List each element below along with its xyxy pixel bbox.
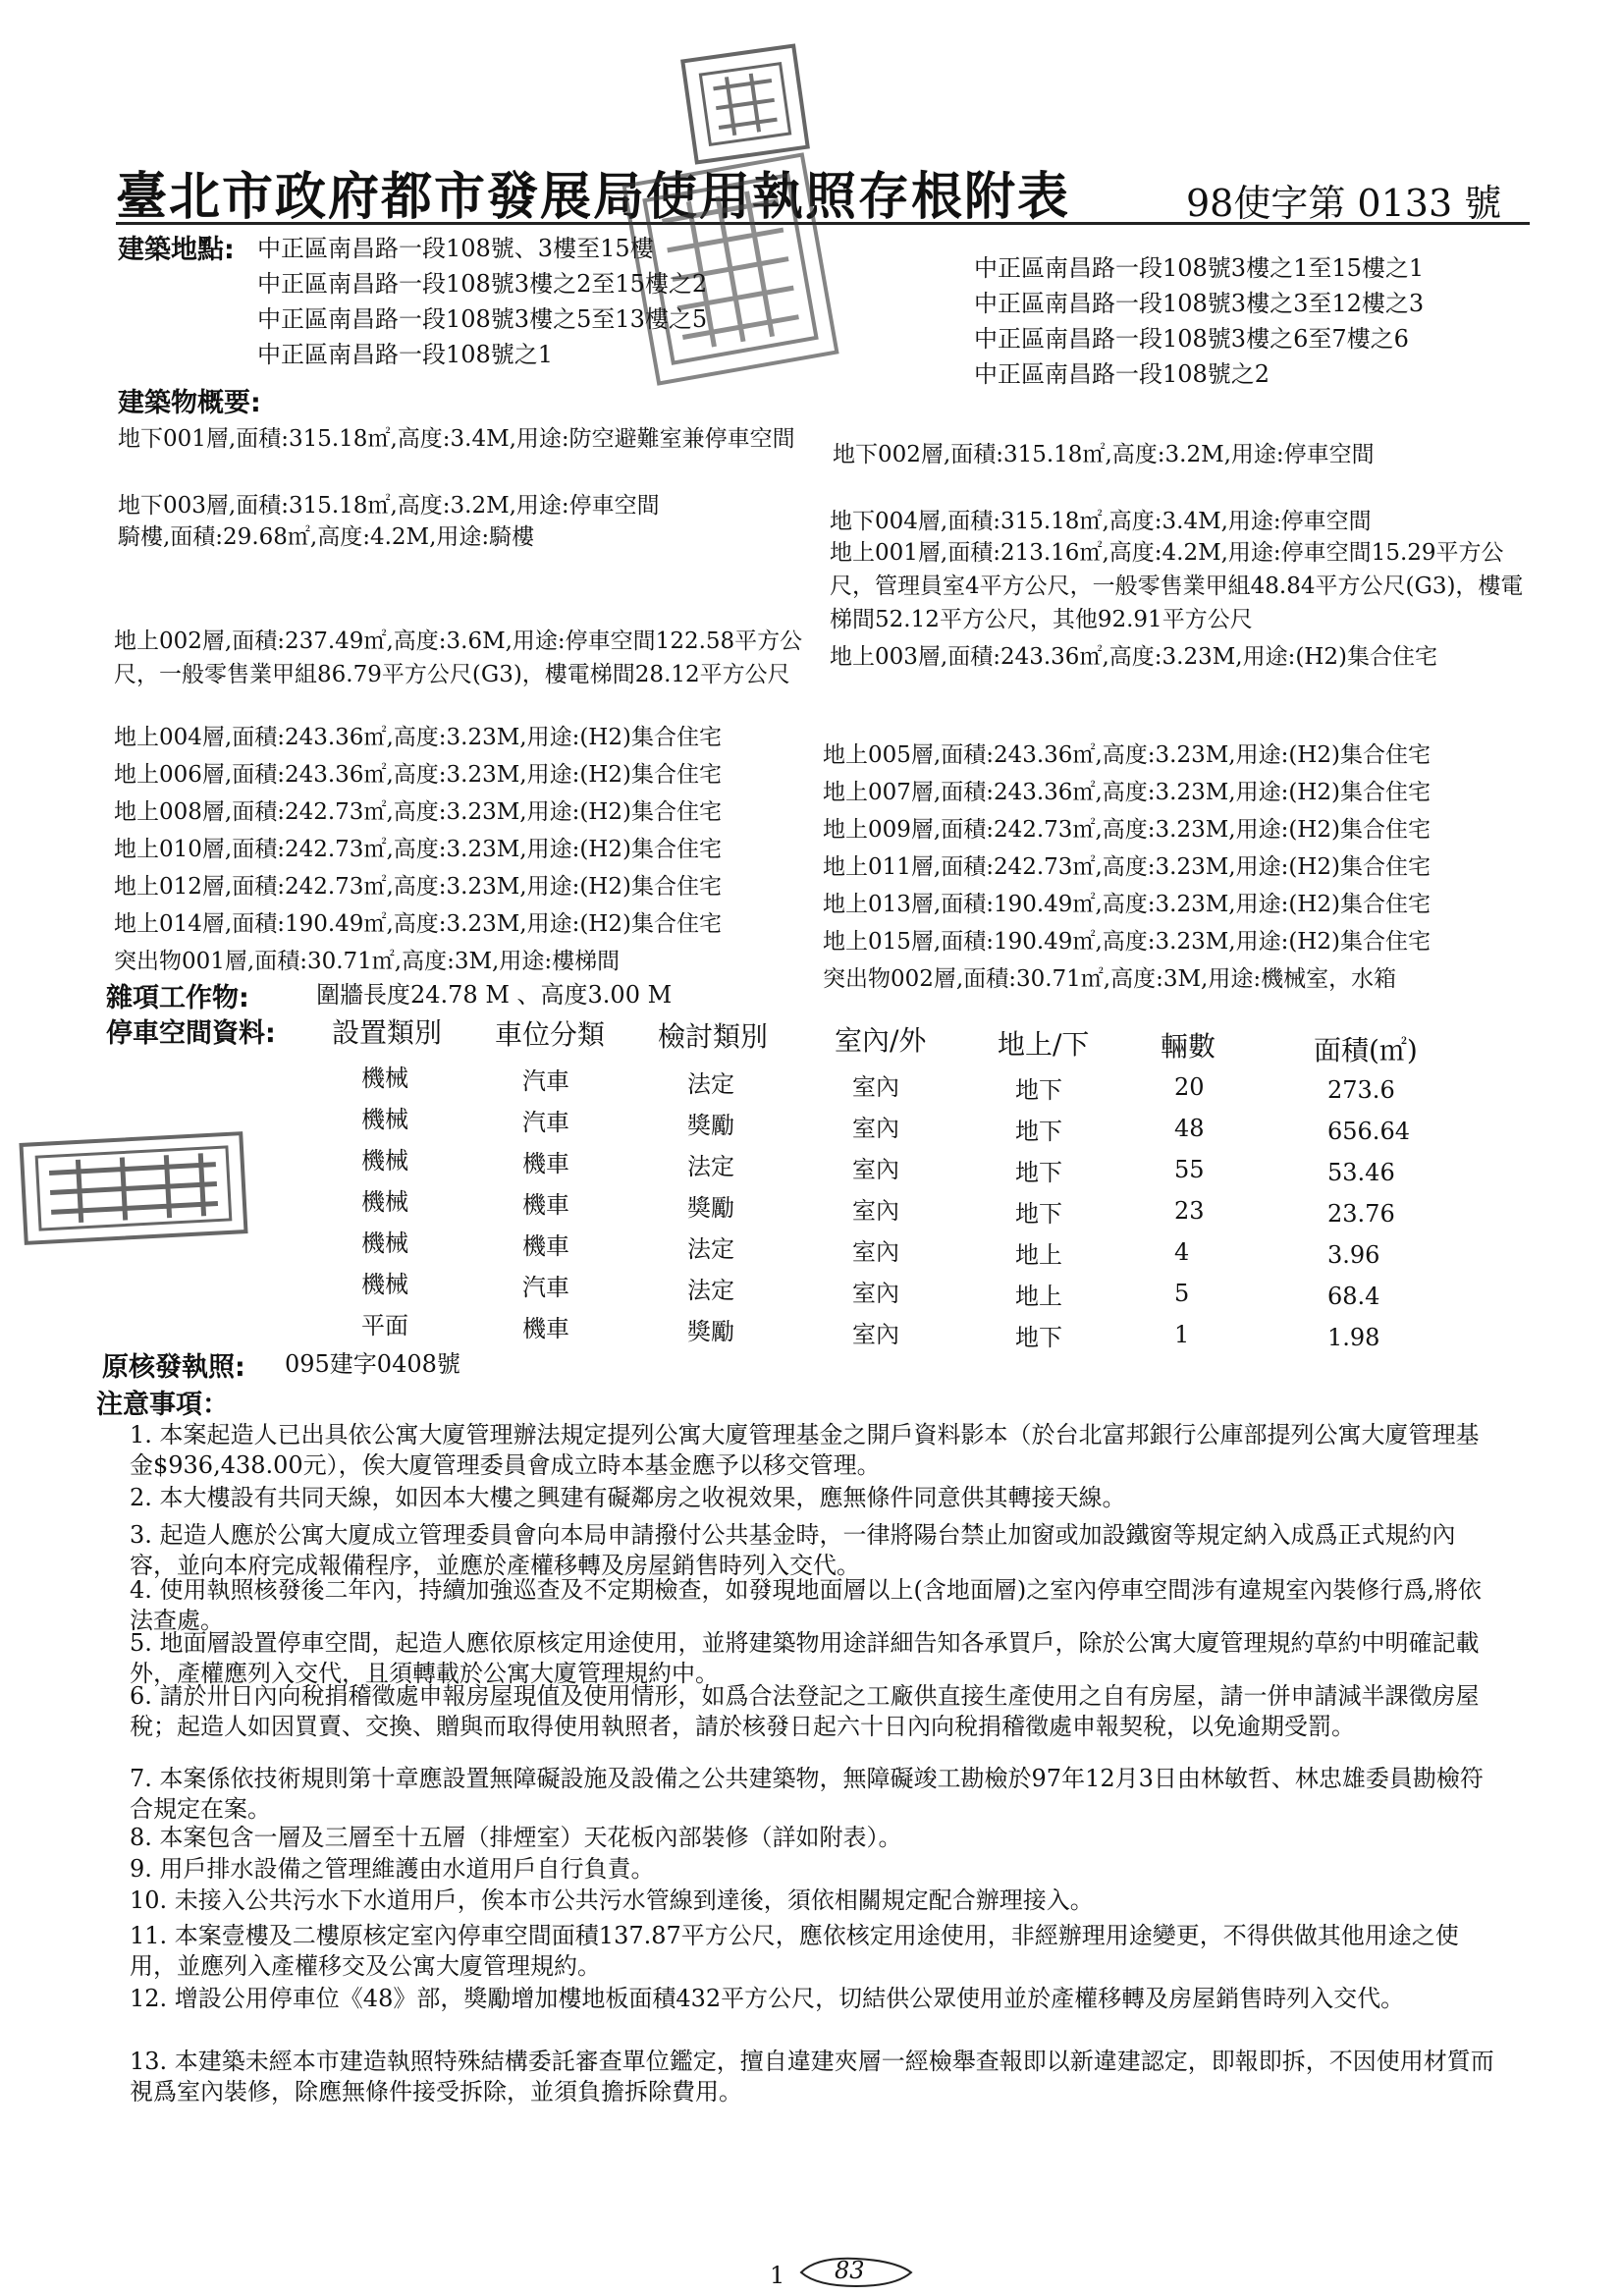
misc-label: 雜項工作物: bbox=[106, 983, 249, 1013]
site-address-left-1: 中正區南昌路一段108號、3樓至15樓 bbox=[257, 235, 654, 262]
floor-f1: 地上001層,面積:213.16㎡,高度:4.2M,用途:停車空間15.29平方公尺，管理員室4平方公尺，一般零售業甲組48.84平方公尺(G3)，樓電梯間52.12平方公尺，其他92.91平方公尺 bbox=[830, 540, 1524, 632]
parking-cell-count: 23 bbox=[1174, 1197, 1205, 1225]
seal-stamp-icon bbox=[680, 43, 810, 164]
parking-cell-level: 地下 bbox=[1015, 1324, 1062, 1351]
note-item: 7. 本案係依技術規則第十章應設置無障礙設施及設備之公共建築物，無障礙竣工勘檢於97年12月3日由林敏哲、林忠雄委員勘檢符合規定在案。 bbox=[130, 1765, 1484, 1823]
parking-cell-review: 法定 bbox=[687, 1070, 734, 1098]
site-address-left-4: 中正區南昌路一段108號之1 bbox=[257, 341, 554, 368]
parking-cell-area: 273.6 bbox=[1327, 1076, 1395, 1104]
original-license-value: 095建字0408號 bbox=[285, 1350, 460, 1378]
note-item: 1. 本案起造人已出具依公寓大廈管理辦法規定提列公寓大廈管理基金之開戶資料影本（於台北富邦銀行公庫部提列公寓大廈管理基金$936,438.00元），俟大廈管理委員會成立時本基金應予以移交管理。 bbox=[130, 1421, 1480, 1479]
parking-cell-area: 3.96 bbox=[1327, 1241, 1380, 1269]
site-label: 建築地點: bbox=[118, 235, 235, 265]
parking-cell-category: 機車 bbox=[522, 1150, 569, 1177]
parking-cell-type: 機械 bbox=[361, 1147, 408, 1175]
parking-cell-type: 機械 bbox=[361, 1188, 408, 1216]
note-item: 10. 未接入公共污水下水道用戶，俟本市公共污水管線到達後，須依相關規定配合辦理接入。 bbox=[130, 1886, 1094, 1914]
floor-b3: 地下003層,面積:315.18㎡,高度:3.2M,用途:停車空間 bbox=[118, 493, 660, 519]
floor-right-7: 突出物002層,面積:30.71㎡,高度:3M,用途:機械室，水箱 bbox=[823, 966, 1397, 992]
parking-cell-review: 獎勵 bbox=[687, 1194, 734, 1222]
note-item: 3. 起造人應於公寓大廈成立管理委員會向本局申請撥付公共基金時，一律將陽台禁止加窗或加設鐵窗等規定納入成爲正式規約內容，並向本府完成報備程序，並應於產權移轉及房屋銷售時列入交代。 bbox=[130, 1521, 1456, 1579]
parking-cell-level: 地下 bbox=[1015, 1118, 1062, 1145]
parking-cell-area: 68.4 bbox=[1327, 1283, 1380, 1310]
parking-cell-count: 4 bbox=[1174, 1238, 1190, 1266]
floor-f3: 地上003層,面積:243.36㎡,高度:3.23M,用途:(H2)集合住宅 bbox=[830, 644, 1437, 670]
floor-b4: 地下004層,面積:315.18㎡,高度:3.4M,用途:停車空間 bbox=[830, 509, 1372, 534]
parking-cell-level: 地上 bbox=[1015, 1283, 1062, 1310]
original-license-label: 原核發執照: bbox=[102, 1352, 245, 1383]
overview-label: 建築物概要: bbox=[118, 388, 261, 418]
parking-label: 停車空間資料: bbox=[106, 1018, 276, 1049]
parking-cell-level: 地下 bbox=[1015, 1076, 1062, 1104]
parking-cell-area: 23.76 bbox=[1327, 1200, 1395, 1228]
parking-cell-review: 獎勵 bbox=[687, 1318, 734, 1345]
floor-left-2: 地上006層,面積:243.36㎡,高度:3.23M,用途:(H2)集合住宅 bbox=[114, 762, 722, 788]
title-underline bbox=[116, 222, 1530, 225]
floor-right-6: 地上015層,面積:190.49㎡,高度:3.23M,用途:(H2)集合住宅 bbox=[823, 929, 1431, 955]
floor-left-1: 地上004層,面積:243.36㎡,高度:3.23M,用途:(H2)集合住宅 bbox=[114, 725, 722, 750]
parking-cell-category: 機車 bbox=[522, 1232, 569, 1260]
note-item: 2. 本大樓設有共同天線，如因本大樓之興建有礙鄰房之收視效果，應無條件同意供其轉接天線。 bbox=[130, 1484, 1126, 1511]
parking-cell-indoor: 室內 bbox=[852, 1115, 899, 1142]
parking-cell-review: 法定 bbox=[687, 1153, 734, 1180]
page-title: 臺北市政府都市發展局使用執照存根附表 bbox=[116, 168, 1071, 227]
page-number: 1 bbox=[770, 2262, 785, 2289]
note-item: 4. 使用執照核發後二年內，持續加強巡查及不定期檢查，如發現地面層以上(含地面層)之室內停車空間涉有違規室內裝修行爲,將依法查處。 bbox=[130, 1576, 1482, 1634]
parking-header-area: 面積(㎡) bbox=[1314, 1034, 1418, 1066]
floor-left-3: 地上008層,面積:242.73㎡,高度:3.23M,用途:(H2)集合住宅 bbox=[114, 799, 722, 825]
parking-cell-type: 平面 bbox=[361, 1312, 408, 1339]
parking-cell-category: 汽車 bbox=[522, 1067, 569, 1095]
site-address-left-3: 中正區南昌路一段108號3樓之5至13樓之5 bbox=[257, 305, 708, 333]
parking-cell-type: 機械 bbox=[361, 1271, 408, 1298]
note-item: 12. 增設公用停車位《48》部，獎勵增加樓地板面積432平方公尺，切結供公眾使用並於產權移轉及房屋銷售時列入交代。 bbox=[130, 1985, 1405, 2012]
parking-cell-area: 1.98 bbox=[1327, 1324, 1380, 1351]
floor-f2: 地上002層,面積:237.49㎡,高度:3.6M,用途:停車空間122.58平方公尺，一般零售業甲組86.79平方公尺(G3)，樓電梯間28.12平方公尺 bbox=[114, 629, 803, 687]
site-address-right-1: 中正區南昌路一段108號3樓之1至15樓之1 bbox=[974, 254, 1425, 282]
parking-header-level: 地上/下 bbox=[998, 1028, 1090, 1061]
site-address-left-2: 中正區南昌路一段108號3樓之2至15樓之2 bbox=[257, 270, 708, 298]
floor-right-5: 地上013層,面積:190.49㎡,高度:3.23M,用途:(H2)集合住宅 bbox=[823, 892, 1431, 917]
parking-cell-indoor: 室內 bbox=[852, 1197, 899, 1225]
notes-label: 注意事項： bbox=[96, 1390, 229, 1420]
parking-cell-indoor: 室內 bbox=[852, 1238, 899, 1266]
parking-header-review: 檢討類別 bbox=[658, 1020, 769, 1053]
parking-cell-review: 法定 bbox=[687, 1277, 734, 1304]
parking-cell-count: 5 bbox=[1174, 1280, 1190, 1307]
parking-cell-indoor: 室內 bbox=[852, 1156, 899, 1183]
parking-header-indoor: 室內/外 bbox=[835, 1024, 927, 1057]
parking-cell-area: 656.64 bbox=[1327, 1118, 1410, 1145]
parking-cell-indoor: 室內 bbox=[852, 1321, 899, 1348]
parking-cell-count: 55 bbox=[1174, 1156, 1205, 1183]
parking-cell-type: 機械 bbox=[361, 1106, 408, 1133]
floor-left-5: 地上012層,面積:242.73㎡,高度:3.23M,用途:(H2)集合住宅 bbox=[114, 874, 722, 900]
site-address-right-3: 中正區南昌路一段108號3樓之6至7樓之6 bbox=[974, 325, 1409, 353]
parking-header-category: 車位分類 bbox=[495, 1018, 606, 1051]
floor-right-4: 地上011層,面積:242.73㎡,高度:3.23M,用途:(H2)集合住宅 bbox=[823, 854, 1431, 880]
misc-value: 圍牆長度24.78 M 、高度3.00 M bbox=[316, 981, 673, 1009]
parking-cell-category: 機車 bbox=[522, 1315, 569, 1342]
parking-cell-type: 機械 bbox=[361, 1230, 408, 1257]
floor-b2: 地下002層,面積:315.18㎡,高度:3.2M,用途:停車空間 bbox=[833, 442, 1375, 467]
parking-cell-indoor: 室內 bbox=[852, 1280, 899, 1307]
floor-right-2: 地上007層,面積:243.36㎡,高度:3.23M,用途:(H2)集合住宅 bbox=[823, 780, 1431, 805]
note-item: 11. 本案壹樓及二樓原核定室內停車空間面積137.87平方公尺，應依核定用途使用，非經辦理用途變更，不得供做其他用途之使用，並應列入產權移交及公寓大廈管理規約。 bbox=[130, 1922, 1459, 1980]
parking-cell-indoor: 室內 bbox=[852, 1073, 899, 1101]
floor-right-1: 地上005層,面積:243.36㎡,高度:3.23M,用途:(H2)集合住宅 bbox=[823, 742, 1431, 768]
note-item: 6. 請於卅日內向稅捐稽徵處申報房屋現值及使用情形，如爲合法登記之工廠供直接生產使用之自有房屋，請一併申請減半課徵房屋稅；起造人如因買賣、交換、贈與而取得使用執照者，請於核發日起六十日內向稅捐稽徵處申報契稅，以免逾期受罰。 bbox=[130, 1682, 1480, 1740]
parking-header-type: 設置類別 bbox=[332, 1016, 443, 1049]
parking-cell-level: 地上 bbox=[1015, 1241, 1062, 1269]
parking-cell-category: 汽車 bbox=[522, 1109, 569, 1136]
floor-right-3: 地上009層,面積:242.73㎡,高度:3.23M,用途:(H2)集合住宅 bbox=[823, 817, 1431, 843]
parking-cell-category: 汽車 bbox=[522, 1274, 569, 1301]
parking-cell-category: 機車 bbox=[522, 1191, 569, 1219]
floor-b1: 地下001層,面積:315.18㎡,高度:3.4M,用途:防空避難室兼停車空間 bbox=[118, 426, 795, 452]
floor-left-6: 地上014層,面積:190.49㎡,高度:3.23M,用途:(H2)集合住宅 bbox=[114, 911, 722, 937]
page-stamp-number: 83 bbox=[835, 2257, 865, 2284]
parking-cell-count: 1 bbox=[1174, 1321, 1190, 1348]
parking-cell-count: 20 bbox=[1174, 1073, 1205, 1101]
floor-left-7: 突出物001層,面積:30.71㎡,高度:3M,用途:樓梯間 bbox=[114, 949, 621, 974]
arcade: 騎樓,面積:29.68㎡,高度:4.2M,用途:騎樓 bbox=[118, 524, 535, 550]
note-item: 13. 本建築未經本市建造執照特殊結構委託審查單位鑑定，擅自違建夾層一經檢舉查報即以新違建認定，即報即拆，不因使用材質而視爲室內裝修，除應無條件接受拆除，並須負擔拆除費用。 bbox=[130, 2048, 1494, 2105]
page-stamp bbox=[797, 2255, 915, 2290]
note-item: 5. 地面層設置停車空間，起造人應依原核定用途使用，並將建築物用途詳細告知各承買戶，除於公寓大廈管理規約草約中明確記載外，產權應列入交代，且須轉載於公寓大廈管理規約中。 bbox=[130, 1629, 1480, 1687]
parking-cell-level: 地下 bbox=[1015, 1200, 1062, 1228]
parking-cell-count: 48 bbox=[1174, 1115, 1205, 1142]
parking-header-count: 輛數 bbox=[1161, 1030, 1216, 1063]
parking-cell-review: 法定 bbox=[687, 1235, 734, 1263]
parking-cell-level: 地下 bbox=[1015, 1159, 1062, 1186]
parking-cell-type: 機械 bbox=[361, 1065, 408, 1092]
note-item: 9. 用戶排水設備之管理維護由水道用戶自行負責。 bbox=[130, 1855, 655, 1883]
floor-left-4: 地上010層,面積:242.73㎡,高度:3.23M,用途:(H2)集合住宅 bbox=[114, 837, 722, 862]
site-address-right-2: 中正區南昌路一段108號3樓之3至12樓之3 bbox=[974, 290, 1425, 317]
seal-stamp-icon bbox=[19, 1131, 247, 1245]
note-item: 8. 本案包含一層及三層至十五層（排煙室）天花板內部裝修（詳如附表）。 bbox=[130, 1824, 902, 1851]
document-number: 98使字第 0133 號 bbox=[1186, 182, 1502, 225]
site-address-right-4: 中正區南昌路一段108號之2 bbox=[974, 360, 1270, 388]
parking-cell-review: 獎勵 bbox=[687, 1112, 734, 1139]
parking-cell-area: 53.46 bbox=[1327, 1159, 1395, 1186]
